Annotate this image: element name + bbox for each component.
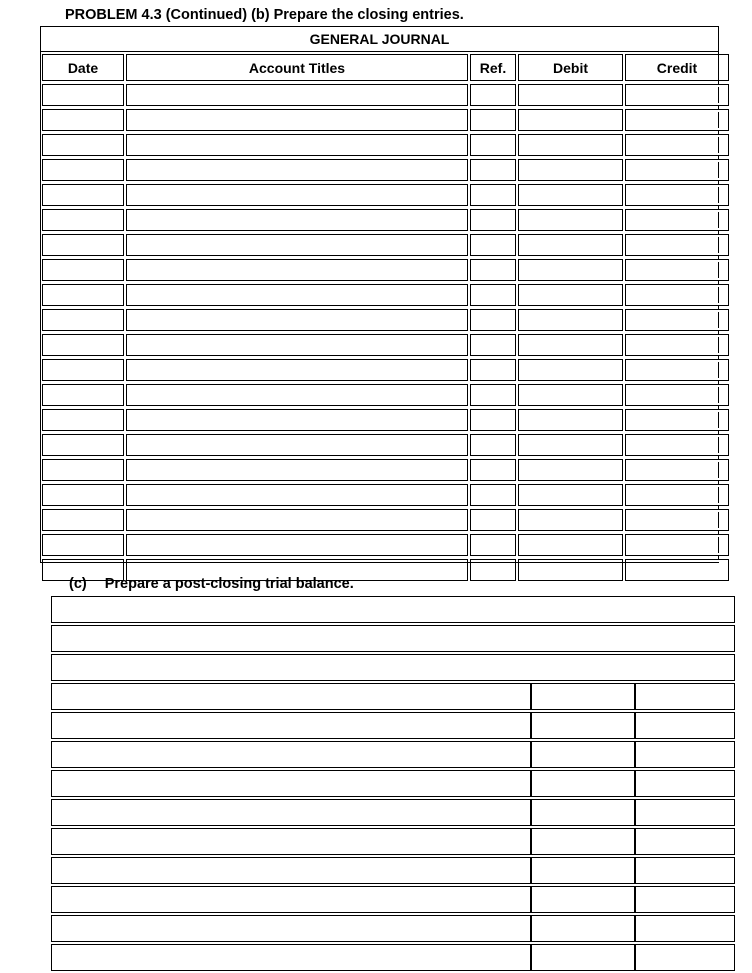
ref-cell[interactable] <box>470 234 516 256</box>
ref-cell[interactable] <box>470 184 516 206</box>
ref-cell[interactable] <box>470 84 516 106</box>
debit-cell[interactable] <box>531 857 635 884</box>
journal-row <box>42 359 729 381</box>
credit-cell[interactable] <box>635 683 735 710</box>
debit-cell[interactable] <box>531 741 635 768</box>
debit-cell[interactable] <box>518 409 623 431</box>
debit-cell[interactable] <box>518 134 623 156</box>
date-cell[interactable] <box>42 434 124 456</box>
ref-cell[interactable] <box>470 209 516 231</box>
credit-cell[interactable] <box>625 459 729 481</box>
account-title-cell[interactable] <box>126 184 468 206</box>
ref-cell[interactable] <box>470 359 516 381</box>
section-c-text: Prepare a post-closing trial balance. <box>104 576 354 592</box>
trial-balance-row <box>51 857 735 884</box>
journal-row <box>42 534 729 556</box>
debit-cell[interactable] <box>518 484 623 506</box>
account-title-cell[interactable] <box>126 509 468 531</box>
journal-row <box>42 484 729 506</box>
credit-cell[interactable] <box>625 434 729 456</box>
section-c-heading <box>69 576 354 592</box>
trial-balance-row <box>51 915 735 942</box>
debit-cell[interactable] <box>518 259 623 281</box>
debit-cell[interactable] <box>518 159 623 181</box>
account-title-cell[interactable] <box>126 84 468 106</box>
ref-cell[interactable] <box>470 309 516 331</box>
date-cell[interactable] <box>42 484 124 506</box>
debit-cell[interactable] <box>531 915 635 942</box>
journal-row <box>42 309 729 331</box>
credit-cell[interactable] <box>625 159 729 181</box>
debit-cell[interactable] <box>518 559 623 581</box>
trial-balance-row <box>51 886 735 913</box>
credit-cell[interactable] <box>635 828 735 855</box>
debit-cell[interactable] <box>531 799 635 826</box>
ref-cell[interactable] <box>470 334 516 356</box>
credit-cell[interactable] <box>625 84 729 106</box>
date-cell[interactable] <box>42 384 124 406</box>
date-cell[interactable] <box>42 359 124 381</box>
ref-cell[interactable] <box>470 284 516 306</box>
account-cell[interactable] <box>51 944 531 971</box>
account-cell[interactable] <box>51 770 531 797</box>
account-cell[interactable] <box>51 799 531 826</box>
credit-cell[interactable] <box>625 559 729 581</box>
journal-row <box>42 234 729 256</box>
journal-row <box>42 109 729 131</box>
trial-balance-heading-row <box>51 625 735 652</box>
account-title-cell[interactable] <box>126 309 468 331</box>
journal-table <box>40 51 731 584</box>
credit-cell[interactable] <box>625 309 729 331</box>
trial-balance-row <box>51 712 735 739</box>
credit-cell[interactable] <box>635 741 735 768</box>
credit-cell[interactable] <box>635 770 735 797</box>
heading-cell[interactable] <box>51 596 735 623</box>
heading-cell[interactable] <box>51 654 735 681</box>
account-title-cell[interactable] <box>126 334 468 356</box>
trial-balance-row <box>51 741 735 768</box>
credit-cell[interactable] <box>625 209 729 231</box>
journal-row <box>42 134 729 156</box>
account-title-cell[interactable] <box>126 209 468 231</box>
credit-cell[interactable] <box>635 799 735 826</box>
date-cell[interactable] <box>42 409 124 431</box>
ref-cell[interactable] <box>470 384 516 406</box>
credit-cell[interactable] <box>625 384 729 406</box>
debit-cell[interactable] <box>518 434 623 456</box>
ref-cell[interactable] <box>470 509 516 531</box>
credit-cell[interactable] <box>625 134 729 156</box>
debit-cell[interactable] <box>518 459 623 481</box>
debit-cell[interactable] <box>518 509 623 531</box>
date-cell[interactable] <box>42 184 124 206</box>
account-cell[interactable] <box>51 886 531 913</box>
credit-cell[interactable] <box>625 534 729 556</box>
debit-cell[interactable] <box>518 309 623 331</box>
heading-cell[interactable] <box>51 625 735 652</box>
credit-cell[interactable] <box>635 886 735 913</box>
date-cell[interactable] <box>42 509 124 531</box>
ref-cell[interactable] <box>470 259 516 281</box>
journal-row <box>42 434 729 456</box>
date-cell[interactable] <box>42 284 124 306</box>
journal-row <box>42 159 729 181</box>
trial-balance-body <box>51 596 735 971</box>
general-journal <box>40 26 719 563</box>
account-cell[interactable] <box>51 828 531 855</box>
account-title-cell[interactable] <box>126 159 468 181</box>
account-title-cell[interactable] <box>126 284 468 306</box>
date-cell[interactable] <box>42 259 124 281</box>
debit-cell[interactable] <box>531 886 635 913</box>
ref-cell[interactable] <box>470 159 516 181</box>
account-cell[interactable] <box>51 857 531 884</box>
account-title-cell[interactable] <box>126 384 468 406</box>
journal-row <box>42 384 729 406</box>
debit-cell[interactable] <box>531 683 635 710</box>
account-title-cell[interactable] <box>126 409 468 431</box>
credit-cell[interactable] <box>635 915 735 942</box>
journal-row <box>42 184 729 206</box>
account-cell[interactable] <box>51 683 531 710</box>
trial-balance-heading-row <box>51 654 735 681</box>
account-title-cell[interactable] <box>126 109 468 131</box>
credit-cell[interactable] <box>635 712 735 739</box>
debit-cell[interactable] <box>518 284 623 306</box>
journal-row <box>42 509 729 531</box>
account-title-cell[interactable] <box>126 134 468 156</box>
journal-row <box>42 334 729 356</box>
account-title-cell[interactable] <box>126 534 468 556</box>
date-cell[interactable] <box>42 159 124 181</box>
ref-cell[interactable] <box>470 559 516 581</box>
debit-cell[interactable] <box>531 828 635 855</box>
date-cell[interactable] <box>42 234 124 256</box>
ref-cell[interactable] <box>470 434 516 456</box>
trial-balance-row <box>51 944 735 971</box>
problem-title: PROBLEM 4.3 (Continued) (b) Prepare the closing entries. <box>65 7 464 23</box>
debit-cell[interactable] <box>518 334 623 356</box>
credit-cell[interactable] <box>625 334 729 356</box>
column-header-debit: Debit <box>518 54 623 81</box>
account-title-cell[interactable] <box>126 234 468 256</box>
credit-cell[interactable] <box>625 509 729 531</box>
date-cell[interactable] <box>42 534 124 556</box>
date-cell[interactable] <box>42 134 124 156</box>
ref-cell[interactable] <box>470 459 516 481</box>
journal-row <box>42 284 729 306</box>
date-cell[interactable] <box>42 309 124 331</box>
debit-cell[interactable] <box>531 944 635 971</box>
debit-cell[interactable] <box>531 770 635 797</box>
trial-balance-row <box>51 770 735 797</box>
credit-cell[interactable] <box>625 109 729 131</box>
debit-cell[interactable] <box>531 712 635 739</box>
account-title-cell[interactable] <box>126 459 468 481</box>
ref-cell[interactable] <box>470 534 516 556</box>
column-header-credit: Credit <box>625 54 729 81</box>
column-header-date: Date <box>42 54 124 81</box>
journal-row <box>42 84 729 106</box>
trial-balance-table <box>51 594 735 973</box>
journal-body <box>42 84 729 581</box>
journal-row <box>42 209 729 231</box>
column-header-ref: Ref. <box>470 54 516 81</box>
debit-cell[interactable] <box>518 234 623 256</box>
credit-cell[interactable] <box>625 284 729 306</box>
ref-cell[interactable] <box>470 409 516 431</box>
journal-row <box>42 409 729 431</box>
account-cell[interactable] <box>51 741 531 768</box>
credit-cell[interactable] <box>635 944 735 971</box>
credit-cell[interactable] <box>625 184 729 206</box>
journal-title: GENERAL JOURNAL <box>41 27 718 52</box>
trial-balance-row <box>51 828 735 855</box>
credit-cell[interactable] <box>625 234 729 256</box>
credit-cell[interactable] <box>625 259 729 281</box>
debit-cell[interactable] <box>518 359 623 381</box>
ref-cell[interactable] <box>470 109 516 131</box>
debit-cell[interactable] <box>518 384 623 406</box>
credit-cell[interactable] <box>635 857 735 884</box>
account-title-cell[interactable] <box>126 259 468 281</box>
date-cell[interactable] <box>42 84 124 106</box>
debit-cell[interactable] <box>518 534 623 556</box>
ref-cell[interactable] <box>470 484 516 506</box>
debit-cell[interactable] <box>518 209 623 231</box>
journal-row <box>42 459 729 481</box>
trial-balance-row <box>51 799 735 826</box>
journal-row <box>42 259 729 281</box>
section-c-label: (c) <box>69 576 87 592</box>
trial-balance-row <box>51 683 735 710</box>
date-cell[interactable] <box>42 109 124 131</box>
account-cell[interactable] <box>51 915 531 942</box>
credit-cell[interactable] <box>625 484 729 506</box>
debit-cell[interactable] <box>518 184 623 206</box>
date-cell[interactable] <box>42 209 124 231</box>
debit-cell[interactable] <box>518 84 623 106</box>
column-header-account-titles: Account Titles <box>126 54 468 81</box>
ref-cell[interactable] <box>470 134 516 156</box>
date-cell[interactable] <box>42 459 124 481</box>
account-title-cell[interactable] <box>126 359 468 381</box>
trial-balance-heading-row <box>51 596 735 623</box>
account-cell[interactable] <box>51 712 531 739</box>
date-cell[interactable] <box>42 334 124 356</box>
debit-cell[interactable] <box>518 109 623 131</box>
account-title-cell[interactable] <box>126 484 468 506</box>
account-title-cell[interactable] <box>126 434 468 456</box>
credit-cell[interactable] <box>625 409 729 431</box>
credit-cell[interactable] <box>625 359 729 381</box>
